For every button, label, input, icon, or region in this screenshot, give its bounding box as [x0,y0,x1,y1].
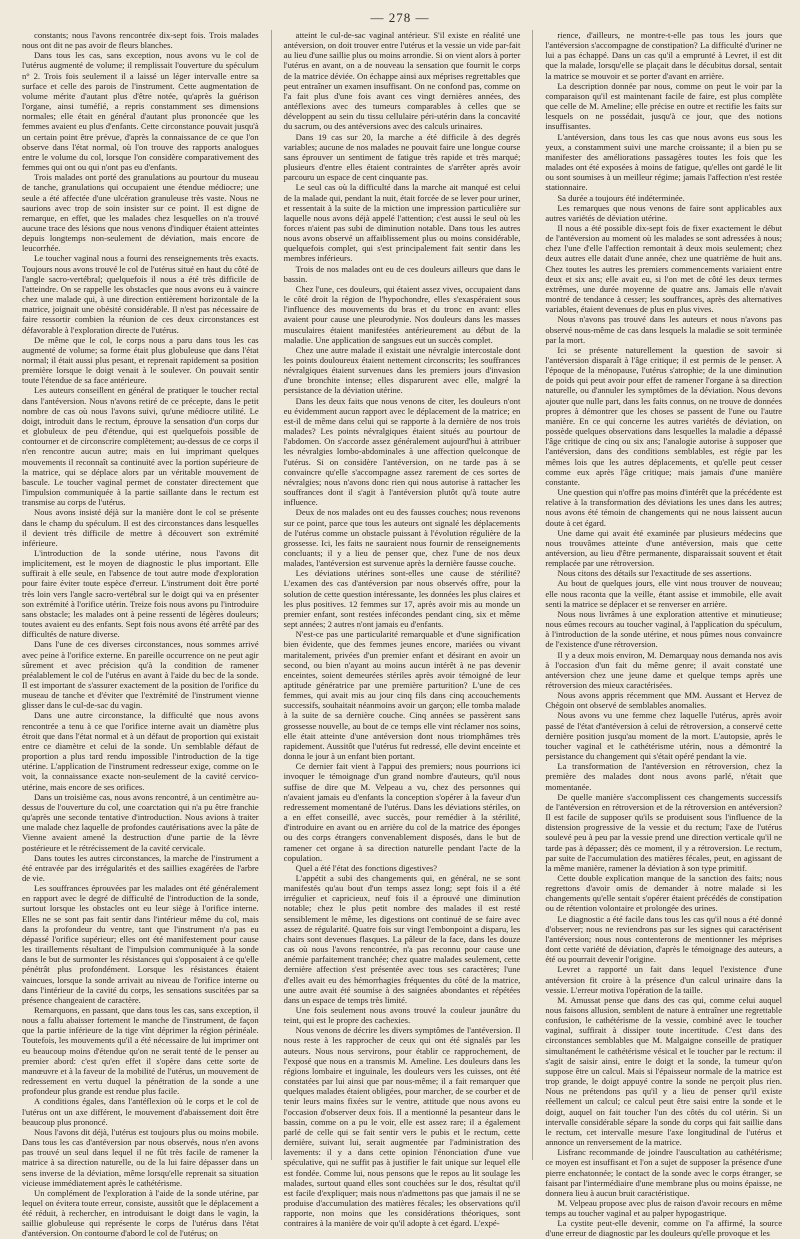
paragraph: Ici se présente naturellement la question de savoir si l'antéversion disparaît à l'âge critique; il est permis de le penser. A l'époque de la ménopause, l'utérus s'atrophie; de la une diminution de poids qui peut avoir pour effet de ramener l'organe à sa direction naturelle, ou d'annuler les symptômes de la déviation. Nous devons ajouter que nulle part, dans les faits connus, on ne trouve de données propres à démontrer que les choses se passent de l'une ou l'autre manière. En ce qui concerne les autres variétés de déviation, on possède quelques observations dans lesquelles la maladie a dépassé l'âge critique de cinq ou six ans; l'analogie autorise à supposer que l'antéversion, dans des conditions semblables, est régie par les mêmes lois que les autres déplacements, et qu'elle peut cesser comme eux après l'âge critique; mais jamais d'une manière constante. [545,344,783,487]
paragraph: Il nous a été possible dix-sept fois de fixer exactement le début de l'antéversion au moment où les malades se sont adressées à nous; chez l'une d'elle l'affection remontait à deux mois seulement; chez deux autres elle datait d'une année, chez une quatrième de huit ans. Chez toutes les autres les premiers commencements variaient entre deux et six ans; elle avait eu, si l'on met de côté les deux termes extrêmes, une durée moyenne de quatre ans. Jamais elle n'avait montré de tendance à cesser; les souffrances, après des alternatives variables, étaient devenues de plus en plus vives. [545,222,783,315]
paragraph: Nous avons insisté déjà sur la manière dont le col se présente dans le champ du spéculum. Il est des circonstances dans lesquelles il devient très difficile de mettre à découvert son extrémité inférieure. [22,507,259,548]
paragraph: Deux de nos malades ont eu des fausses couches; nous revenons sur ce point, parce que tous les auteurs ont signalé les déplacements de l'utérus comme un obstacle puissant à l'évolution régulière de la grossesse. Ici, les faits ne sauraient nous fournir de renseignements concluants; il y a lieu de penser que, chez l'une de nos deux malades, l'antéversion est survenue après la dernière fausse couche. [283,507,521,569]
paragraph: Nous n'avons pas trouvé dans les auteurs et nous n'avons pas observé nous-même de cas dans lesquels la maladie se soit terminée par la mort. [545,314,783,345]
paragraph: Le seul cas où la difficulté dans la marche ait manqué est celui de la malade qui, pendant la nuit, était forcée de se lever pour uriner, et ressentait à la suite de la miction une impression particulière sur laquelle nous avons déjà appelé l'attention; c'est aussi le seul où les forces n'aient pas subi de diminution notable. Dans tous les autres nous avons observé un affaiblissement plus ou moins considérable, quelquefois complet, qui s'est principalement fait sentir dans les membres inférieurs. [283,182,521,264]
page-number-value: 278 [388,10,412,25]
paragraph: atteint le cul-de-sac vaginal antérieur. S'il existe en réalité une antéversion, on doit trouver entre l'utérus et la vessie un vide par-fait au lieu d'une saillie plus ou moins arrondie. Si on vient alors à porter l'utérus en avant, on a de nouveau la sensation que fournit le corps de la matrice déviée. On échappe ainsi aux méprises regrettables que peut entraîner un examen insuffisant. On ne confond pas, comme on l'a fait plus d'une fois avant ces vingt dernières années, des antéflexions avec des tumeurs comparables à celles que se développent au sein du tissu cellulaire péri-utérin dans la concavité du sacrum, ou des antéversions avec des calculs urinaires. [283,30,521,132]
paragraph: Une question qui n'offre pas moins d'intérêt que la précédente est relative à la transformation des déviations les unes dans les autres; nous avons été témoin de changements qui ne nous laissent aucun doute à cet égard. [545,487,783,528]
paragraph: M. Velpeau propose avec plus de raison d'avoir recours en même temps au toucher vaginal et au palper hypogastrique. [545,1197,783,1219]
paragraph: Nous citons des détails sur l'exactitude de ses assertions. [557,568,752,579]
paragraph: Sa durée a toujours été indéterminée. [557,192,685,203]
paragraph: Levret a rapporté un fait dans lequel l'existence d'une antéversion fit croire à la présence d'un calcul urinaire dans la vessie. L'erreur motiva l'opération de la taille. [545,964,783,995]
paragraph: Nous venons de décrire les divers symptômes de l'antéversion. Il nous reste à les rapprocher de ceux qui ont été signalés par les auteurs. Nous nous servirons, pour établir ce rapprochement, de l'exposé que nous en a transmis M. Ameline. Les douleurs dans les régions lombaire et inguinale, les douleurs vers les cuisses, ont été constatées par lui ainsi que par nous-même; il a fait remarquer que quelques malades étaient obligées, pour marcher, de se courber et de tenir leurs mains fixées sur le ventre, attitude que nous avons eu l'occasion d'observer deux fois. Il a mentionné la pesanteur dans le bassin, comme on a pu le voir, elle est assez rare; il a également parlé de celle qui se fait sentir vers le pubis et le rectum, cette dernière, suivant lui, serait augmentée par l'administration des lavements: il y a dans cette opinion l'énonciation d'une vue spéculative, qui ne suffit pas à justifier le fait unique sur lequel elle est fondée. Comme lui, nous pensons que le repos au lit soulage les malades, surtout quand elles sont couchées sur le dos, résultat qu'il est facile d'expliquer; mais nous n'admettons pas que jamais il ne se produise d'accumulation des matières fécales; les observations qu'il rapporte, non moins que les considérations théoriques, sont contraires à la manière de voir qu'il adopte à cet égard. L'expé- [283,1025,521,1229]
paragraph: L'antéversion, dans tous les cas que nous avons eus sous les yeux, a constamment suivi une marche croissante; il a bien pu se manifester des améliorations passagères toutes les fois que les malades ont été exposées à moins de fatigue, qu'elles ont gardé le lit ou sont soumises à un meilleur régime; jamais l'affection n'est restée stationnaire. [545,131,783,193]
paragraph: Quel a été l'état des fonctions digestives? [295,862,438,873]
paragraph: Nous avons appris récemment que MM. Aussant et Hervez de Chégoin ont observé de semblables anomalies. [545,690,783,711]
column-left [22,30,259,1239]
column-middle [283,30,521,1229]
paragraph: De quelle manière s'accomplissent ces changements successifs de l'antéversion en rétroversion et de la rétroversion en antéversion? Il est facile de supposer qu'ils se produisent sous l'influence de la distension progressive de la vessie et du rectum; l'axe de l'utérus soulevé peu à peu par la vessie prend une direction verticale qu'il ne tarde pas à dépasser; dès ce moment, il y a rétroversion. Le rectum, par suite de l'accumulation des matières fécales, peut, en agissant de la même manière, ramener la déviation à son type primitif. [545,791,783,873]
paragraph: Nous l'avons dit déjà, l'utérus est toujours plus ou moins mobile. Dans tous les cas d'antéversion par nous observés, nous n'en avons pas trouvé un seul dans lequel il ne fût très facile de ramener la matrice à sa direction naturelle, ou de la lui faire dépasser dans un sens inverse de la déviation, même lorsqu'elle reprenait sa situation vicieuse immédiatement après le cathétérisme. [22,1126,259,1188]
paragraph: Dans une autre circonstance, la difficulté que nous avons rencontrée a tenu à ce que l'orifice interne avait un diamètre plus étroit que dans l'état normal et à un défaut de proportion qui existait entre ce diamètre et celui de la sonde. Un semblable défaut de proportion a plus tard rendu impossible l'introduction de la tige utérine. L'application de l'instrument redresseur exige, comme on le voit, la connaissance exacte non-seulement de la cavité cervico-utérine, mais encore de ses orifices. [22,710,259,792]
paragraph: Dans 19 cas sur 20, la marche a été difficile à des degrés variables; aucune de nos malades ne pouvait faire une longue course sans éprouver un sentiment de fatigue très rapide et très marqué; plusieurs d'entre elles étaient contraintes de s'arrêter après avoir parcouru un espace de cent cinquante pas. [283,131,521,183]
paragraph: Une fois seulement nous avons trouvé la couleur jaunâtre du teint, qui est le propre des cachexies. [283,1005,521,1026]
column-right [545,30,783,1239]
paragraph: Cette double explication manque de la sanction des faits; nous regrettons d'avoir omis de demander à notre malade si les changements qu'elle sentait s'opérer étaient précédés de constipation ou de rétention volontaire et prolongée des urines. [545,872,783,914]
paragraph: Les remarques que nous venons de faire sont applicables aux autres variétés de déviation utérine. [545,202,783,223]
paragraph: Les auteurs conseillent en général de pratiquer le toucher rectal dans l'antéversion. Nous n'avons retiré de ce précepte, dans le petit nombre de cas où nous l'avons suivi, qu'une médiocre utilité. Le doigt, introduit dans le rectum, éprouve la sensation d'un corps dur et globuleux de peu d'étendue, qui est quelquefois possible de contourner et de circonscrire complètement; au-dessus de ce corps il n'en rencontre aucun autre; mais en lui imprimant quelques mouvements il reconnaît sa continuité avec la portion supérieure de la matrice, qui se déplace alors par un véritable mouvement de bascule. Le toucher vaginal permet de constater directement que l'impulsion communiquée à la partie saillante dans le rectum est transmise au corps de l'utérus. [22,385,259,508]
paragraph: Dans tous les cas, sans exception, nous avons vu le col de l'utérus augmenté de volume; il remplissait l'ouverture du spéculum n° 2. Trois fois seulement il a laissé un léger intervalle entre sa surface et celle des parois de l'instrument. Cette augmentation de volume mérite d'autant plus d'être notée, qu'après la guérison l'organe, ainsi tuméfié, a repris constamment ses dimensions normales; elle était en général d'autant plus prononcée que les femmes avaient eu plus d'enfants. Cette circonstance pouvait jusqu'à un certain point être prévue, d'après la connaissance de ce que l'on observe dans l'état normal, où l'on trouve des rapports analogues entre le volume du col, lorsque l'on considère comparativement des femmes qui ont ou qui n'ont pas eu d'enfants. [22,50,259,173]
paragraph: N'est-ce pas une particularité remarquable et d'une signification bien évidente, que des femmes jeunes encore, mariées ou vivant maritalement, privées d'un premier enfant et désirant en avoir un second, ou bien n'ayant au moins aucun intérêt à ne pas devenir enceintes, soient demeurées stériles après avoir témoigné de leur aptitude génératrice par une première parturition? L'une de ces femmes, qui avait mis au jour cinq fils dans cinq accouchements successifs, souhaitait néanmoins avoir un garçon; elle tomba malade à la suite de sa dernière couche. Cinq années se passèrent sans grossesse nouvelle, au bout de ce temps elle vint réclamer nos soins, elle était atteinte d'une antéversion dont nous triomphâmes très rapidement. Aussitôt que l'utérus fut redressé, elle devint enceinte et donna le jour à un enfant bien portant. [283,629,521,762]
paragraph: Remarquons, en passant, que dans tous les cas, sans exception, il nous a fallu abaisser fortement le manche de l'instrument, de façon que la partie inférieure de la tige vînt déprimer la région périnéale. Toutefois, les mouvements qu'il a été nécessaire de lui imprimer ont eu beaucoup moins d'étendue qu'on ne serait tenté de le penser au premier abord: c'est qu'en effet il s'opère dans cette sorte de manœuvre et à la faveur de la mobilité de l'utérus, un mouvement de redressement en vertu duquel la pénétration de la sonde a une profondeur plus grande est rendue plus facile. [22,1005,259,1097]
text-columns [22,30,783,1239]
page-number: — 278 — [370,10,430,25]
paragraph: De même que le col, le corps nous a paru dans tous les cas augmenté de volume; sa forme était plus globuleuse que dans l'état normal; il était aussi plus pesant, et reprenait rapidement sa position première lorsque le doigt venait à le soulever. On pouvait sentir toute l'étendue de sa face antérieure. [22,334,259,386]
paragraph: Les déviations utérines sont-elles une cause de stérilité? L'examen des cas d'antéversion par nous observés offre, pour la solution de cette question intéressante, les données les plus claires et les plus positives. 12 femmes sur 17, après avoir mis au monde un premier enfant, sont restées infécondes pendant cinq, six et même sept années; 2 autres n'ont jamais eu d'enfants. [283,568,521,630]
paragraph: L'introduction de la sonde utérine, nous l'avons dit implicitement, est le moyen de diagnostic le plus important. Elle suffirait à elle seule, en l'absence de tout autre mode d'exploration pour faire éviter toute espèce d'erreur. L'instrument doit être porté très loin vers l'angle sacro-vertébral sur le doigt qui va en présenter son extrémité à l'orifice utérin. Treize fois nous avons pu l'introduire sans obstacle; les malades ont à peine ressenti de légères douleurs; toutes avaient eu des enfants. Sept fois nous avons été arrêté par des difficultés de nature diverse. [22,547,259,640]
paragraph: Un complément de l'exploration à l'aide de la sonde utérine, par lequel on évitera toute erreur, consiste, aussitôt que le déplacement a été réduit, à rechercher, en introduisant le doigt dans le vagin, la saillie globuleuse qui représente le corps de l'utérus dans l'état d'antéversion. On contourne d'abord le col de l'utérus; on [22,1187,259,1239]
paragraph: Dans un troisième cas, nous avons rencontré, à un centimètre au-dessus de l'ouverture du col, une coarctation qui n'a pu être franchie qu'après une seconde tentative d'introduction. Nous avions à traiter une malade chez laquelle de profondes cautérisations avec la pâte de Vienne avaient amené la destruction d'une partie de la lèvre postérieure et le rétrécissement de la cavité cervicale. [22,791,259,853]
paragraph: Les souffrances éprouvées par les malades ont été généralement en rapport avec le degré de difficulté de l'introduction de la sonde, surtout lorsque les obstacles ont eu leur siège à l'orifice interne. Elles ne se sont pas fait sentir dans l'intérieur même du col, mais dans la profondeur du ventre, tant que l'instrument n'a pas eu dépassé l'orifice supérieur; elles ont été manifestement pour cause les tiraillements résultant de l'impulsion communiquée à la sonde dans le but de surmonter les résistances qui s'opposaient à ce qu'elle pénétrât plus profondément. Lorsque les résistances étaient vaincues, lorsque la sonde arrivait au niveau de l'orifice interne ou dans l'intérieur de la cavité du corps, les sensations suscitées par sa présence changeaient de caractère. [22,883,259,1005]
paragraph: Il y a deux mois environ, M. Demarquay nous demanda nos avis à l'occasion d'un fait du même genre; il avait constaté une antéversion chez une jeune dame et quelque temps après une rétroversion des mieux caractérisées. [545,649,783,690]
paragraph: rience, d'ailleurs, ne montre-t-elle pas tous les jours que l'antéversion s'accompagne de constipation? La difficulté d'uriner ne lui a pas échappé. Dans un cas qu'il a emprunté à Levret, il est dit que la malade, lorsqu'elle se plaçait dans le décubitus dorsal, sentait la matrice se mouvoir et se porter d'avant en arrière. [545,30,783,81]
paragraph: Trois malades ont porté des granulations au pourtour du museau de tanche, granulations qui occupaient une étendue médiocre; une seule a été affectée d'une ulcération granuleuse très vaste. Nous ne saurions avec trop de soin insister sur ce point. Il est digne de remarque, en effet, que les malades chez lesquelles on n'a trouvé aucune trace des lésions que nous venons d'indiquer étaient atteintes depuis longtemps non-seulement de déviation, mais encore de leucorrhée. [22,172,259,254]
paragraph: Dans toutes les autres circonstances, la marche de l'instrument a été entravée par des irrégularités et des saillies exagérées de l'arbre de vie. [22,852,259,883]
paragraph: La transformation de l'antéversion en rétroversion, chez la première des malades dont nous avons parlé, n'était que momentanée. [545,761,783,792]
column-rule [271,30,272,1160]
paragraph: constants; nous l'avons rencontrée dix-sept fois. Trois malades nous ont dit ne pas avoir de fleurs blanches. [22,30,259,51]
paragraph: M. Amussat pense que dans des cas qui, comme celui auquel nous faisons allusion, semblent de nature à entraîner une regrettable confusion, le cathétérisme de la vessie, combiné avec le toucher vaginal, suffirait à dissiper toute incertitude. C'est dans des circonstances semblables que M. Malgaigne conseille de pratiquer simultanément le cathétérisme vésical et le toucher par le rectum: il s'agit de saisir ainsi, entre le doigt et la sonde, la tumeur qu'on suppose être un calcul. Mais si l'épaisseur normale de la matrice est trop grande, le doigt appuyé contre la sonde ne perçoit plus rien. Nous ne prétendons pas qu'il y a lieu de penser qu'il existe réellement un calcul; ce calcul peut être saisi entre la sonde et le doigt, auquel on fait toucher l'un des côtés du col utérin. Si un intervalle considérable sépare la sonde du corps qui fait saillie dans le rectum, cet intervalle mesure l'axe longitudinal de l'utérus et annonce un renversement de la matrice. [545,994,783,1148]
paragraph: A conditions égales, dans l'antéflexion où le corps et le col de l'utérus ont un axe différent, le mouvement d'abaissement doit être beaucoup plus prononcé. [22,1096,259,1127]
paragraph: La cystite peut-elle devenir, comme on l'a affirmé, la source d'une erreur de diagnostic par les douleurs qu'elle provoque et les [545,1218,783,1239]
paragraph: Dans l'une de ces diverses circonstances, nous sommes arrivé avec peine à l'orifice externe. En pareille occurrence on ne peut agir sûrement et avec précision qu'à la condition de ramener préalablement le col de l'utérus en avant à l'aide du bec de la sonde. Il est important de s'assurer exactement de la position de l'orifice du museau de tanche et d'éviter que l'extrémité de l'instrument vienne glisser dans le cul-de-sac du vagin. [22,639,259,711]
paragraph: Le toucher vaginal nous a fourni des renseignements très exacts. Toujours nous avons trouvé le col de l'utérus situé en haut du côté de l'angle sacro-vertébral; quelquefois il nous a été très difficile de l'atteindre. On se rappelle les obstacles que nous avons eu à vaincre chez une malade qui, à une direction entièrement horizontale de la matrice, joignait une obésité considérable. Il n'est pas nécessaire de faire ressortir combien la réunion de ces deux circonstances est défavorable à l'exploration directe de l'utérus. [22,253,259,335]
paragraph: Dans les deux faits que nous venons de citer, les douleurs n'ont eu évidemment aucun rapport avec le déplacement de la matrice; en est-il de même dans celui qui se rapporte à la dernière de nos trois malades? Les points névralgiques étaient situés au pourtour de l'abdomen. On s'accorde assez généralement aujourd'hui à attribuer les névralgies lombo-abdominales à une affection quelconque de l'utérus. Si on considère l'antéversion, on ne tarde pas à se convaincre qu'elle s'accompagne assez rarement de ces sortes de névralgies; nous n'avons donc rien qui nous autorise à rattacher les souffrances dont il s'agit à l'antéversion plutôt qu'à toute autre influence. [283,395,521,508]
paragraph: Nous nous livrâmes à une exploration attentive et minutieuse; nous eûmes recours au toucher vaginal, à l'application du spéculum, à l'introduction de la sonde utérine, et nous pûmes nous convaincre de l'existence d'une rétroversion. [545,608,783,650]
paragraph: Le diagnostic a été facile dans tous les cas qu'il nous a été donné d'observer; nous ne reviendrons pas sur les signes qui caractérisent l'antéversion; nous nous contenterons de mentionner les méprises dont cette variété de déviation, d'après le témoignage des auteurs, a été ou pourrait devenir l'origine. [545,913,783,965]
paragraph: L'appétit a subi des changements qui, en général, ne se sont manifestés qu'au bout d'un temps assez long; sept fois il a été irrégulier et capricieux, neuf fois il a éprouvé une diminution notable; chez le plus petit nombre des malades il est resté sensiblement le même, les digestions ont continué de se faire avec assez de régularité. Quatre fois sur vingt l'embonpoint a disparu, les chairs sont devenues flasques. La pâleur de la face, dans les douze cas où nous l'avons rencontrée, n'a pas reconnu pour cause une anémie parfaitement tranchée; chez quatre malades seulement, cette dernière affection s'est présentée avec tous ses caractères; l'une d'elles avait eu des hémorrhagies fréquentes du côté de la matrice, une autre avait été soumise à des saignées abondantes et répétées dans un espace de temps très limité. [283,872,521,1005]
paragraph: La description donnée par nous, comme on peut le voir par la comparaison qu'il est maintenant facile de faire, est plus complète que celle de M. Ameline; elle précise en outre et rectifie les faits sur lesquels on ne possédait, jusqu'à ce jour, que des notions insuffisantes. [545,80,783,132]
paragraph: Chez une autre malade il existait une névralgie intercostale dont les points douloureux étaient nettement circonscrits; les souffrances névralgiques étaient survenues dans les premiers jours d'invasion d'une bronchite intense; elles disparurent avec elle, malgré la persistance de la déviation utérine. [283,344,521,396]
paragraph: Lisfranc recommande de joindre l'auscultation au cathétérisme; ce moyen est insuffisant et l'on a sujet de supposer la présence d'une pierre enchatonnée; le contact de la sonde avec le corps étranger, se faisant par l'intermédiaire d'une membrane plus ou moins épaisse, ne donnera lieu à aucun bruit caractéristique. [545,1147,783,1198]
paragraph: Ce dernier fait vient à l'appui des premiers; nous pourrions ici invoquer le témoignage d'un grand nombre d'auteurs, qu'il nous suffise de dire que M. Velpeau a vu, chez des personnes qui n'avaient jamais eu d'enfants la conception s'opérer à la faveur d'un redressement momentané de l'utérus. Dans les déviations stériles, on a en effet conseillé, avec succès, pour remédier à la stérilité, d'introduire en avant ou en arrière du col de la matrice des éponges ou des corps étrangers convenablement disposés, dans le but de ramener cet organe à sa direction naturelle pendant l'acte de la copulation. [283,761,521,863]
column-rule [532,30,533,1160]
paragraph: Trois de nos malades ont eu de ces douleurs ailleurs que dans le bassin. [283,263,521,284]
paragraph: Une dame qui avait été examinée par plusieurs médecins que nous trouvâmes atteinte d'une antéversion, mais que cette antéversion, au lieu d'être permanente, disparaissait souvent et était remplacée par une rétroversion. [545,527,783,569]
paragraph: Nous avons vu une femme chez laquelle l'utérus, après avoir passé de l'état d'antéversion à celui de rétroversion, a conservé cette dernière position jusqu'au moment de la mort. L'autopsie, après le toucher vaginal et le cathétérisme utérin, nous a démontré la persistance du changement qui s'était opéré pendant la vie. [545,710,783,762]
paragraph: Au bout de quelques jours, elle vint nous trouver de nouveau; elle nous raconta que la veille, étant assise et immobile, elle avait senti la matrice se déplacer et se renverser en arrière. [545,578,783,609]
paragraph: Chez l'une, ces douleurs, qui étaient assez vives, occupaient dans le côté droit la région de l'hypochondre, elles s'exaspéraient sous l'influence des mouvements du bras et du tronc en avant: elles avaient pour cause une pleurodynie. Nos douleurs dans les masses musculaires étaient manifestées antérieurement au début de la maladie. Une application de sangsues eut un succès complet. [283,283,521,345]
